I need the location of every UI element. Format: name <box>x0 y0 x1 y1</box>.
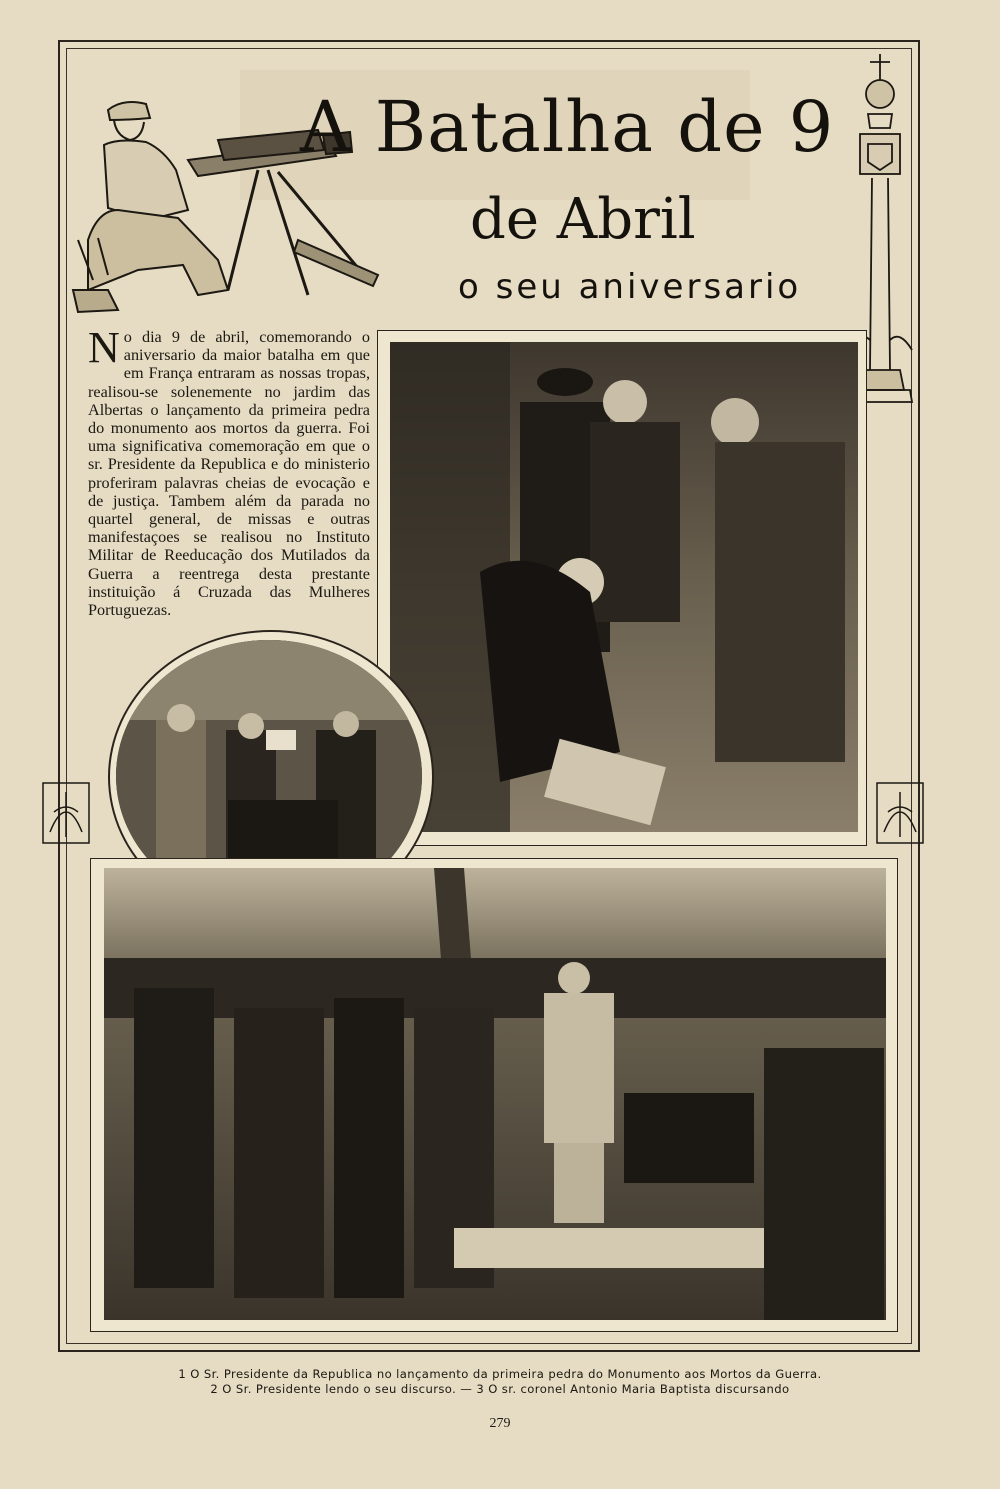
photo-captions <box>70 1367 930 1397</box>
caption-line-2: 2 O Sr. Presidente lendo o seu discurso. — 3 O sr. coronel Antonio Maria Baptista discursando <box>210 1382 790 1396</box>
photo-cornerstone-laying <box>390 342 858 832</box>
headline-line-1: A Batalha de 9 <box>300 86 835 168</box>
page-number: 279 <box>489 1416 511 1431</box>
article-body <box>88 323 370 620</box>
photo-colonel-speech <box>104 868 886 1320</box>
headline-subtitle: o seu aniversario <box>458 267 802 307</box>
headline-line-2: de Abril <box>470 187 696 252</box>
left-floral-ornament <box>42 782 90 844</box>
caption-line-1: 1 O Sr. Presidente da Republica no lançamento da primeira pedra do Monumento aos Mortos da Guerra. <box>178 1367 822 1381</box>
right-floral-ornament <box>876 782 924 844</box>
article-text: o dia 9 de abril, comemorando o aniversario da maior batalha em que em França entraram as nossas tropas, realisou-se solenemente no jardim das Albertas o lançamento da primeira pedra do monumento aos mortos da guerra. Foi uma significativa comemoração em que o sr. Presidente da Republica e do ministerio proferiram palavras cheias de evocação e de justiça. Tambem além da parada no quartel general, de missas e outras manifestaçoes se realisou no Instituto Militar de Reeducação dos Mutilados da Guerra a reentrega desta prestante instituição á Cruzada das Mulheres Portuguezas. <box>88 328 370 620</box>
article-dropcap: N <box>88 323 120 372</box>
